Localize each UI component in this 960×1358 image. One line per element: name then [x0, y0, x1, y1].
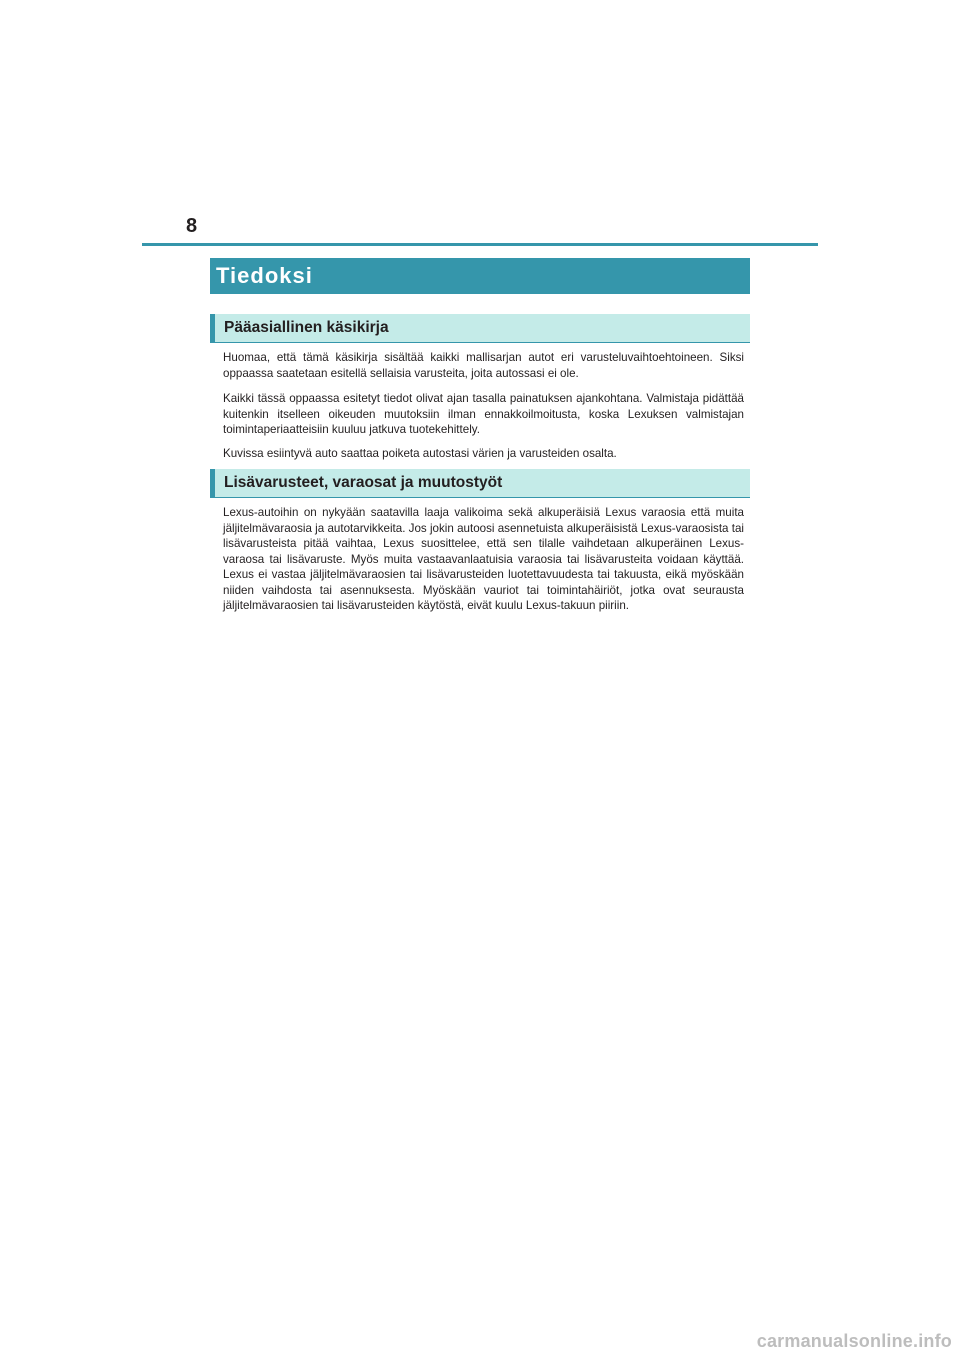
section-heading-main-manual: [210, 314, 750, 343]
paragraph: Kaikki tässä oppaassa esitetyt tiedot olivat ajan tasalla painatuksen ajankohtana. Valmistaja pidättää kuitenkin itselleen oikeuden muutoksiin ilman ennakkoilmoitusta, koska Lexuksen valmistajan toimintaperiaatteisiin kuuluu jatkuva tuotekehittely.: [223, 392, 744, 436]
chapter-title: Tiedoksi: [216, 263, 313, 288]
paragraph: Huomaa, että tämä käsikirja sisältää kaikki mallisarjan autot eri varusteluvaihtoehtoineen. Siksi oppaassa saatetaan esitellä sellaisia varusteita, joita autossasi ei ole.: [223, 351, 744, 380]
paragraph: Lexus-autoihin on nykyään saatavilla laaja valikoima sekä alkuperäisiä Lexus varaosia että muita jäljitelmävaraosia ja autotarvikkeita. Jos jokin autoosi asennetuista alkuperäisistä Lexus-varaosista tai lisävarusteista pitää vaihtaa, Lexus suosittelee, että sen tilalle vaihdetaan alkuperäinen Lexus-varaosa tai lisävaruste. Myös muita vastaavanlaatuisia varaosia tai lisävarusteita voidaan käyttää. Lexus ei vastaa jäljitelmävaraosien tai lisävarusteiden luotettavuudesta tai takuusta, eikä myöskään niiden vaihdosta tai asennuksesta. Myöskään vauriot tai toimintahäiriöt, jotka ovat seurausta jäljitelmävaraosien tai lisävarusteiden käytöstä, eivät kuulu Lexus-takuun piiriin.: [223, 506, 744, 612]
section-heading-text: Pääasiallinen käsikirja: [224, 319, 389, 336]
watermark-footer: carmanualsonline.info: [756, 1331, 952, 1351]
header-rule: [142, 243, 818, 246]
section-heading-accessories: [210, 469, 750, 498]
paragraph: Kuvissa esiintyvä auto saattaa poiketa autostasi värien ja varusteiden osalta.: [223, 447, 617, 460]
page-number: 8: [186, 215, 198, 237]
section-heading-text: Lisävarusteet, varaosat ja muutostyöt: [224, 474, 503, 491]
chapter-title-bar: [210, 258, 750, 294]
